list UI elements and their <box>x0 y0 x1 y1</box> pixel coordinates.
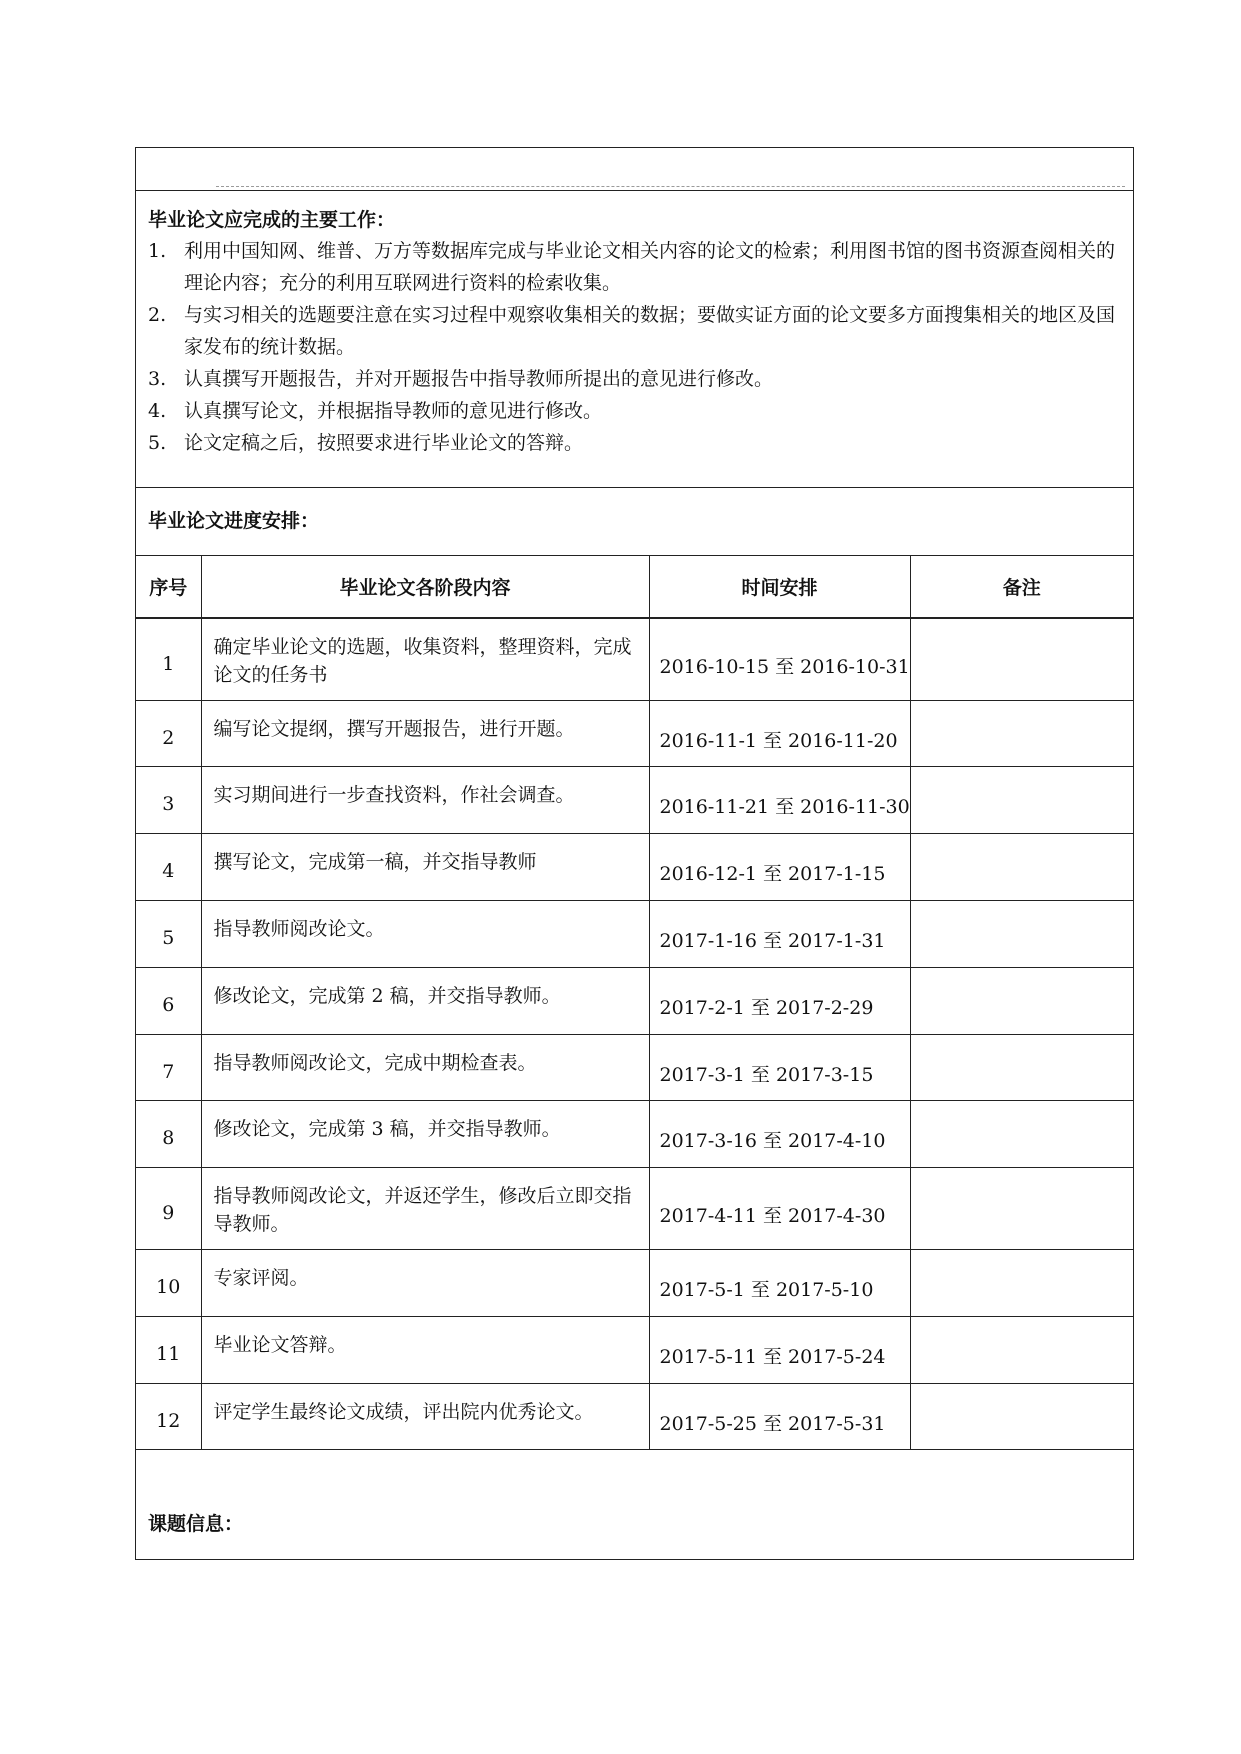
item-number: 3. <box>148 368 167 390</box>
main-work-section <box>136 191 1133 488</box>
row-time: 2016-11-1 至 2016-11-20 <box>649 700 910 766</box>
row-content: 撰写论文，完成第一稿，并交指导教师 <box>201 833 649 900</box>
row-seq: 1 <box>136 618 201 700</box>
table-row <box>136 1100 1133 1167</box>
row-note <box>910 1316 1133 1383</box>
table-row <box>136 833 1133 900</box>
row-content: 指导教师阅改论文。 <box>201 900 649 967</box>
item-text: 认真撰写开题报告，并对开题报告中指导教师所提出的意见进行修改。 <box>184 368 774 390</box>
row-content: 编写论文提纲，撰写开题报告，进行开题。 <box>201 700 649 766</box>
main-work-item <box>148 299 1121 363</box>
row-seq: 11 <box>136 1316 201 1383</box>
topic-info-section <box>136 1447 1133 1559</box>
table-row <box>136 618 1133 700</box>
item-text: 与实习相关的选题要注意在实习过程中观察收集相关的数据；要做实证方面的论文要多方面搜集相关的地区及国家发布的统计数据。 <box>184 304 1116 358</box>
table-row <box>136 1034 1133 1100</box>
main-work-item <box>148 395 1121 427</box>
note-column-header: 备注 <box>910 556 1133 618</box>
row-note <box>910 900 1133 967</box>
row-time: 2016-12-1 至 2017-1-15 <box>649 833 910 900</box>
row-note <box>910 700 1133 766</box>
row-time: 2017-1-16 至 2017-1-31 <box>649 900 910 967</box>
row-content: 确定毕业论文的选题，收集资料，整理资料，完成论文的任务书 <box>201 618 649 700</box>
task-form-table <box>135 147 1134 1560</box>
row-content: 指导教师阅改论文，并返还学生，修改后立即交指导教师。 <box>201 1167 649 1249</box>
main-work-item <box>148 427 1121 459</box>
row-content: 毕业论文答辩。 <box>201 1316 649 1383</box>
content-column-header: 毕业论文各阶段内容 <box>201 556 649 618</box>
schedule-header-row <box>136 556 1133 618</box>
dashed-divider <box>216 186 1125 187</box>
row-time: 2017-5-1 至 2017-5-10 <box>649 1249 910 1316</box>
row-time: 2017-2-1 至 2017-2-29 <box>649 967 910 1034</box>
main-work-list <box>148 235 1121 459</box>
seq-column-header: 序号 <box>136 556 201 618</box>
row-seq: 10 <box>136 1249 201 1316</box>
row-seq: 4 <box>136 833 201 900</box>
row-time: 2017-5-11 至 2017-5-24 <box>649 1316 910 1383</box>
table-row <box>136 700 1133 766</box>
row-note <box>910 766 1133 833</box>
table-row <box>136 766 1133 833</box>
row-note <box>910 618 1133 700</box>
row-content: 指导教师阅改论文，完成中期检查表。 <box>201 1034 649 1100</box>
row-content: 实习期间进行一步查找资料，作社会调查。 <box>201 766 649 833</box>
row-time: 2017-4-11 至 2017-4-30 <box>649 1167 910 1249</box>
main-work-item <box>148 363 1121 395</box>
row-note <box>910 967 1133 1034</box>
row-note <box>910 1100 1133 1167</box>
item-text: 论文定稿之后，按照要求进行毕业论文的答辩。 <box>184 432 584 454</box>
topic-info-heading: 课题信息： <box>148 1513 244 1535</box>
item-number: 5. <box>148 432 167 454</box>
item-number: 4. <box>148 400 167 422</box>
row-note <box>910 1249 1133 1316</box>
row-content: 评定学生最终论文成绩，评出院内优秀论文。 <box>201 1383 649 1449</box>
row-time: 2017-3-1 至 2017-3-15 <box>649 1034 910 1100</box>
main-work-item <box>148 235 1121 299</box>
row-time: 2017-5-25 至 2017-5-31 <box>649 1383 910 1449</box>
table-row <box>136 900 1133 967</box>
table-row <box>136 967 1133 1034</box>
schedule-heading: 毕业论文进度安排： <box>148 510 320 532</box>
main-work-heading: 毕业论文应完成的主要工作： <box>148 209 396 231</box>
table-row <box>136 1316 1133 1383</box>
table-row <box>136 1167 1133 1249</box>
row-seq: 8 <box>136 1100 201 1167</box>
row-seq: 7 <box>136 1034 201 1100</box>
row-note <box>910 1034 1133 1100</box>
item-number: 2. <box>148 304 167 326</box>
row-seq: 2 <box>136 700 201 766</box>
row-time: 2016-11-21 至 2016-11-30 <box>649 766 910 833</box>
schedule-heading-row <box>136 488 1133 556</box>
time-column-header: 时间安排 <box>649 556 910 618</box>
row-note <box>910 1167 1133 1249</box>
item-text: 认真撰写论文，并根据指导教师的意见进行修改。 <box>184 400 603 422</box>
row-seq: 9 <box>136 1167 201 1249</box>
row-seq: 3 <box>136 766 201 833</box>
top-blank-row <box>136 148 1133 191</box>
table-row <box>136 1249 1133 1316</box>
row-note <box>910 1383 1133 1449</box>
row-seq: 6 <box>136 967 201 1034</box>
row-note <box>910 833 1133 900</box>
row-content: 专家评阅。 <box>201 1249 649 1316</box>
item-text: 利用中国知网、维普、万方等数据库完成与毕业论文相关内容的论文的检索；利用图书馆的图书资源查阅相关的理论内容；充分的利用互联网进行资料的检索收集。 <box>184 240 1116 294</box>
row-time: 2016-10-15 至 2016-10-31 <box>649 618 910 700</box>
row-seq: 12 <box>136 1383 201 1449</box>
item-number: 1. <box>148 240 167 262</box>
row-content: 修改论文，完成第 2 稿，并交指导教师。 <box>201 967 649 1034</box>
table-row <box>136 1383 1133 1449</box>
row-seq: 5 <box>136 900 201 967</box>
row-time: 2017-3-16 至 2017-4-10 <box>649 1100 910 1167</box>
row-content: 修改论文，完成第 3 稿，并交指导教师。 <box>201 1100 649 1167</box>
schedule-table <box>136 556 1133 1450</box>
